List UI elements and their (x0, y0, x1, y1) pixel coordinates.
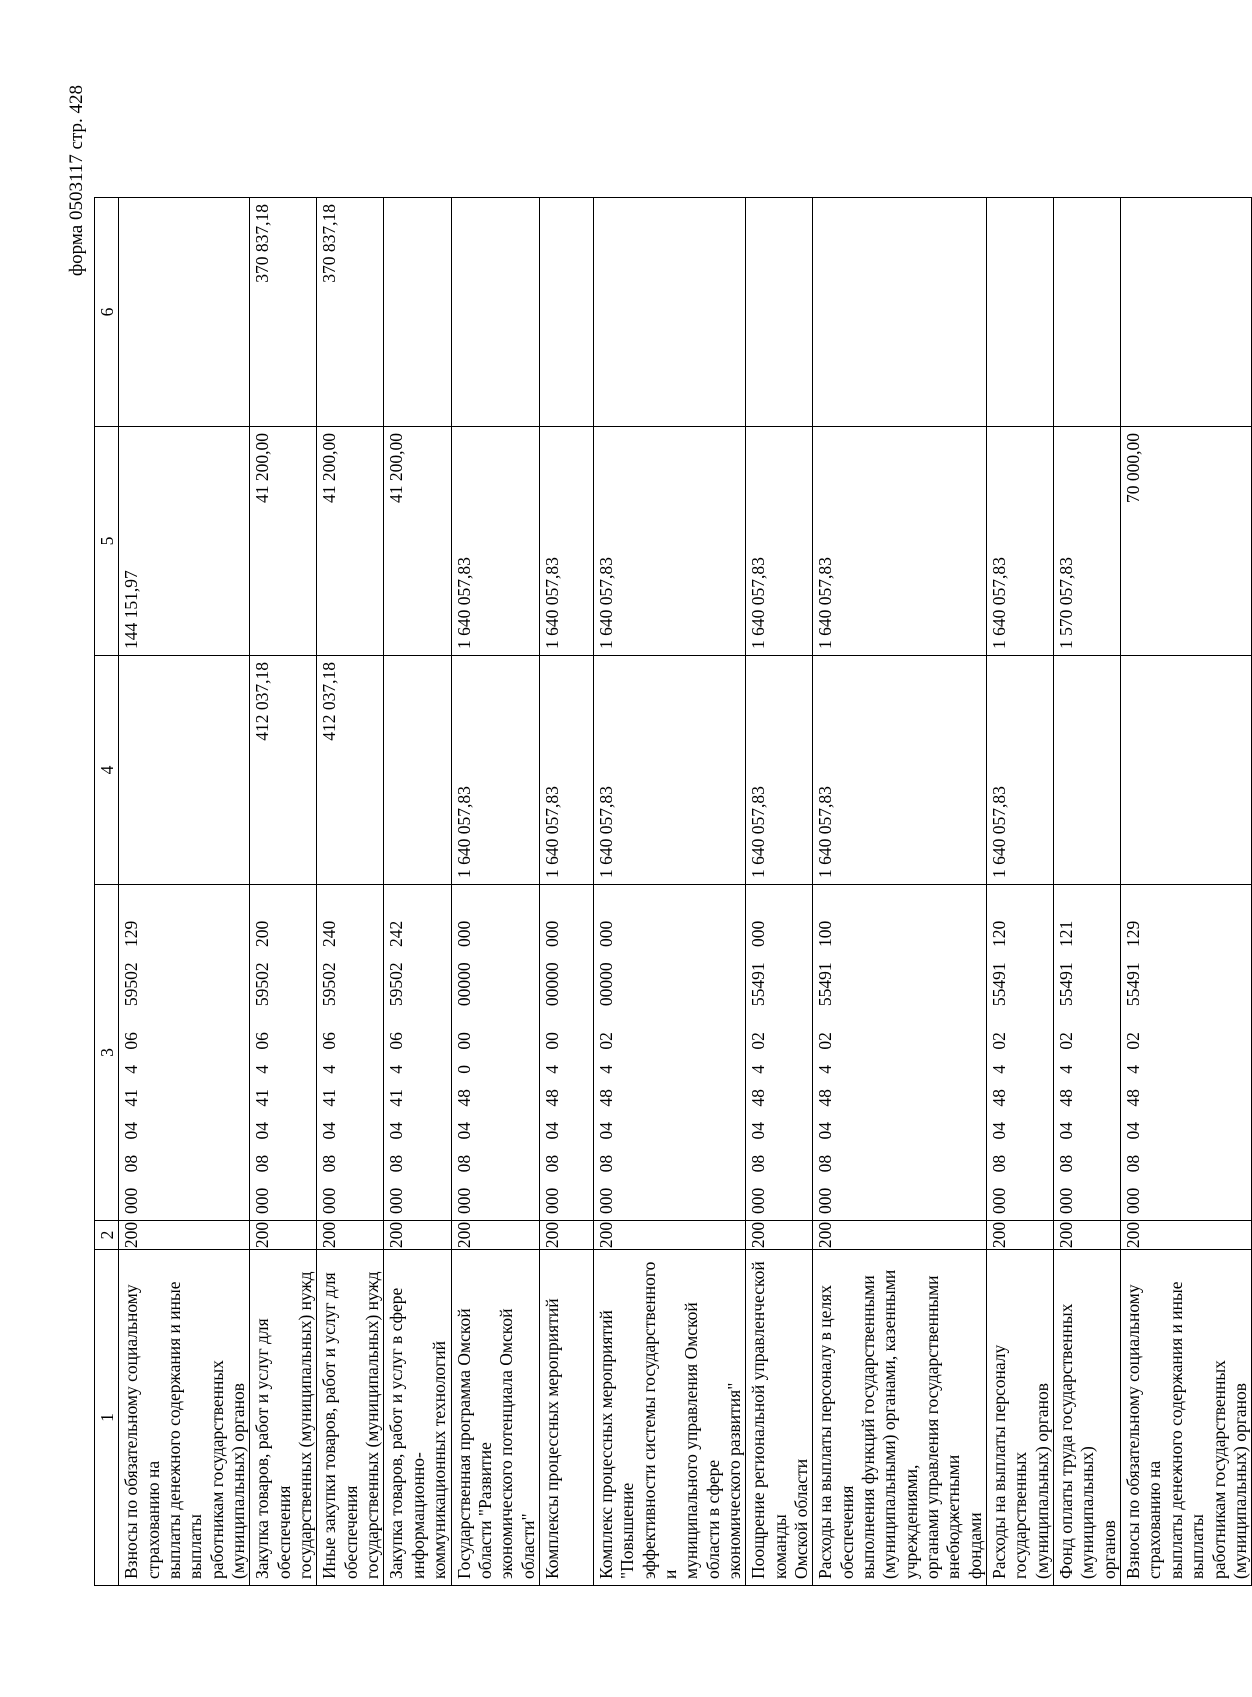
row-col6-value (987, 198, 1054, 427)
row-name-line: органами управления государственными внебюджетными (922, 1275, 964, 1579)
budget-code-suffix: 55491 100 (815, 920, 836, 1007)
budget-code-prefix: 000 08 04 48 0 00 (453, 1032, 474, 1214)
column-header-1: 1 (95, 1250, 119, 1586)
row-budget-code-cell (746, 885, 813, 1221)
row-col5-value: 144 151,97 (119, 427, 250, 656)
row-name-line: эффективности системы государственного и (638, 1261, 680, 1579)
table-row (1121, 198, 1252, 1586)
row-col4-value: 412 037,18 (317, 656, 384, 885)
budget-code-prefix: 000 08 04 41 4 06 (386, 1032, 407, 1214)
row-budget-code-cell (384, 885, 451, 1221)
row-col6-value (746, 198, 813, 427)
row-col4-value: 1 640 057,83 (451, 656, 539, 885)
row-name-line: Поощрение региональной управленческой команды (748, 1261, 790, 1579)
row-name-cell (119, 1250, 250, 1586)
row-budget-code-cell (1054, 885, 1121, 1221)
row-line-code-cell: 200 (384, 1221, 451, 1250)
row-budget-code-cell (119, 885, 250, 1221)
row-name-cell (317, 1250, 384, 1586)
row-col6-value (593, 198, 745, 427)
row-col4-value: 412 037,18 (250, 656, 317, 885)
table-header (95, 198, 119, 1586)
budget-code-suffix: 55491 121 (1056, 920, 1077, 1007)
row-name-line: Закупка товаров, работ и услуг в сфере информационно- (386, 1287, 428, 1579)
budget-code-suffix: 55491 120 (989, 920, 1010, 1007)
budget-code-prefix: 000 08 04 48 4 02 (815, 1032, 836, 1214)
budget-code-suffix: 00000 000 (541, 920, 562, 1007)
row-col5-value: 41 200,00 (250, 427, 317, 656)
budget-code-suffix: 55491 000 (748, 920, 769, 1007)
row-name-line: Расходы на выплаты персоналу государственных (989, 1344, 1031, 1579)
row-budget-code-cell (593, 885, 745, 1221)
column-header-5: 5 (95, 427, 119, 656)
column-header-4: 4 (95, 656, 119, 885)
row-name-cell (987, 1250, 1054, 1586)
row-col5-value: 1 570 057,83 (1054, 427, 1121, 656)
row-name-line: Фонд оплаты труда государственных (муниципальных) (1056, 1303, 1098, 1579)
row-name-cell (1121, 1250, 1252, 1586)
row-name-line: работникам государственных (муниципальных) органов (206, 1360, 249, 1579)
row-name-line: коммуникационных технологий (429, 1341, 450, 1579)
row-name-cell (384, 1250, 451, 1586)
row-budget-code-cell (250, 885, 317, 1221)
row-col5-value: 1 640 057,83 (451, 427, 539, 656)
table-row (987, 198, 1054, 1586)
row-name-line: Государственная программа Омской области "Развитие (453, 1308, 495, 1579)
budget-code-suffix: 00000 000 (595, 920, 616, 1007)
row-name-cell (593, 1250, 745, 1586)
row-line-code-cell: 200 (1121, 1221, 1252, 1250)
row-name-line: выплаты денежного содержания и иные выплаты (1165, 1281, 1208, 1579)
row-name-cell (813, 1250, 987, 1586)
row-col6-value: 370 837,18 (250, 198, 317, 427)
budget-code-prefix: 000 08 04 48 4 02 (1123, 1032, 1144, 1214)
row-col4-value: 1 640 057,83 (593, 656, 745, 885)
row-col4-value: 1 640 057,83 (813, 656, 987, 885)
row-col5-value: 1 640 057,83 (539, 427, 593, 656)
row-col5-value: 1 640 057,83 (593, 427, 745, 656)
row-line-code-cell: 200 (539, 1221, 593, 1250)
row-col6-value (451, 198, 539, 427)
row-col4-value: 1 640 057,83 (746, 656, 813, 885)
row-name-line: органов (1098, 1520, 1119, 1579)
row-col5-value: 41 200,00 (317, 427, 384, 656)
row-name-line: Взносы по обязательному социальному страхованию на (1123, 1284, 1165, 1579)
row-col6-value (813, 198, 987, 427)
row-line-code-cell: 200 (987, 1221, 1054, 1250)
row-col4-value: 1 640 057,83 (987, 656, 1054, 885)
row-col4-value (119, 656, 250, 885)
table-body (119, 198, 1252, 1586)
row-name-cell (250, 1250, 317, 1586)
row-line-code-cell: 200 (1054, 1221, 1121, 1250)
row-line-code-cell: 200 (813, 1221, 987, 1250)
row-name-cell (746, 1250, 813, 1586)
budget-code-suffix: 59502 129 (121, 920, 142, 1007)
row-col4-value (1121, 656, 1252, 885)
row-name-line: государственных (муниципальных) нужд (362, 1271, 383, 1579)
row-col6-value (1121, 198, 1252, 427)
row-name-line: муниципального управления Омской области в сфере (681, 1302, 723, 1579)
row-col5-value: 41 200,00 (384, 427, 451, 656)
row-name-line: Расходы на выплаты персоналу в целях обеспечения (815, 1285, 857, 1579)
row-col6-value (384, 198, 451, 427)
row-col5-value: 1 640 057,83 (813, 427, 987, 656)
row-budget-code-cell (1121, 885, 1252, 1221)
row-name-line: выплаты денежного содержания и иные выплаты (164, 1281, 206, 1579)
row-budget-code-cell (317, 885, 384, 1221)
row-line-code-cell: 200 (746, 1221, 813, 1250)
table-row (746, 198, 813, 1586)
table-row (384, 198, 451, 1586)
row-name-line: Закупка товаров, работ и услуг для обеспечения (252, 1318, 294, 1579)
row-name-line: Комплекс процессных мероприятий "Повышение (595, 1310, 638, 1579)
table-row (317, 198, 384, 1586)
table-row (250, 198, 317, 1586)
budget-code-prefix: 000 08 04 48 4 02 (989, 1032, 1010, 1214)
row-budget-code-cell (451, 885, 539, 1221)
column-header-2: 2 (95, 1221, 119, 1250)
table-row (451, 198, 539, 1586)
table-row (1054, 198, 1121, 1586)
row-name-line: (муниципальными) органами, казенными учреждениями, (879, 1269, 921, 1579)
budget-code-suffix: 55491 129 (1123, 920, 1144, 1007)
budget-code-prefix: 000 08 04 41 4 06 (252, 1032, 273, 1214)
budget-code-prefix: 000 08 04 41 4 06 (121, 1032, 142, 1214)
row-name-line: фондами (964, 1512, 985, 1579)
row-col6-value (1054, 198, 1121, 427)
budget-code-prefix: 000 08 04 48 4 02 (748, 1032, 769, 1214)
row-col6-value: 370 837,18 (317, 198, 384, 427)
row-col4-value (384, 656, 451, 885)
row-line-code-cell: 200 (317, 1221, 384, 1250)
table-row (119, 198, 250, 1586)
row-budget-code-cell (987, 885, 1054, 1221)
row-name-line: государственных (муниципальных) нужд (295, 1271, 316, 1579)
column-header-3: 3 (95, 885, 119, 1221)
row-name-line: работникам государственных (муниципальных) органов (1208, 1360, 1250, 1579)
row-col5-value: 1 640 057,83 (746, 427, 813, 656)
budget-code-suffix: 00000 000 (453, 920, 474, 1007)
budget-code-suffix: 59502 242 (386, 920, 407, 1007)
row-name-line: Омской области (790, 1458, 811, 1579)
row-line-code-cell: 200 (451, 1221, 539, 1250)
row-budget-code-cell (539, 885, 593, 1221)
budget-code-prefix: 000 08 04 48 4 02 (595, 1032, 616, 1214)
row-line-code-cell: 200 (593, 1221, 745, 1250)
row-name-line: выполнения функций государственными (858, 1275, 878, 1579)
row-name-line: Иные закупки товаров, работ и услуг для обеспечения (319, 1272, 361, 1579)
budget-code-suffix: 59502 200 (252, 920, 273, 1007)
row-name-line: экономического потенциала Омской области" (496, 1308, 538, 1579)
column-header-6: 6 (95, 198, 119, 427)
row-name-line: (муниципальных) органов (1031, 1382, 1052, 1579)
table-row (593, 198, 745, 1586)
row-col4-value (1054, 656, 1121, 885)
table-row (813, 198, 987, 1586)
budget-code-prefix: 000 08 04 48 4 00 (541, 1032, 562, 1214)
form-header: форма 0503117 стр. 428 (66, 85, 87, 277)
row-line-code-cell: 200 (250, 1221, 317, 1250)
row-col4-value: 1 640 057,83 (539, 656, 593, 885)
row-col6-value (119, 198, 250, 427)
row-name-cell (539, 1250, 593, 1586)
row-name-line: экономического развития" (723, 1382, 744, 1579)
row-name-cell (1054, 1250, 1121, 1586)
header-row (95, 198, 119, 1586)
row-name-line: Взносы по обязательному социальному страхованию на (121, 1284, 163, 1579)
row-budget-code-cell (813, 885, 987, 1221)
budget-code-prefix: 000 08 04 41 4 06 (319, 1032, 340, 1214)
row-name-cell (451, 1250, 539, 1586)
row-col5-value: 1 640 057,83 (987, 427, 1054, 656)
budget-code-prefix: 000 08 04 48 4 02 (1056, 1032, 1077, 1214)
row-name-line: Комплексы процессных мероприятий (541, 1298, 562, 1579)
budget-code-suffix: 59502 240 (319, 920, 340, 1007)
table-row (539, 198, 593, 1586)
row-col6-value (539, 198, 593, 427)
row-line-code-cell: 200 (119, 1221, 250, 1250)
report-table (94, 197, 1252, 1586)
row-col5-value: 70 000,00 (1121, 427, 1252, 656)
